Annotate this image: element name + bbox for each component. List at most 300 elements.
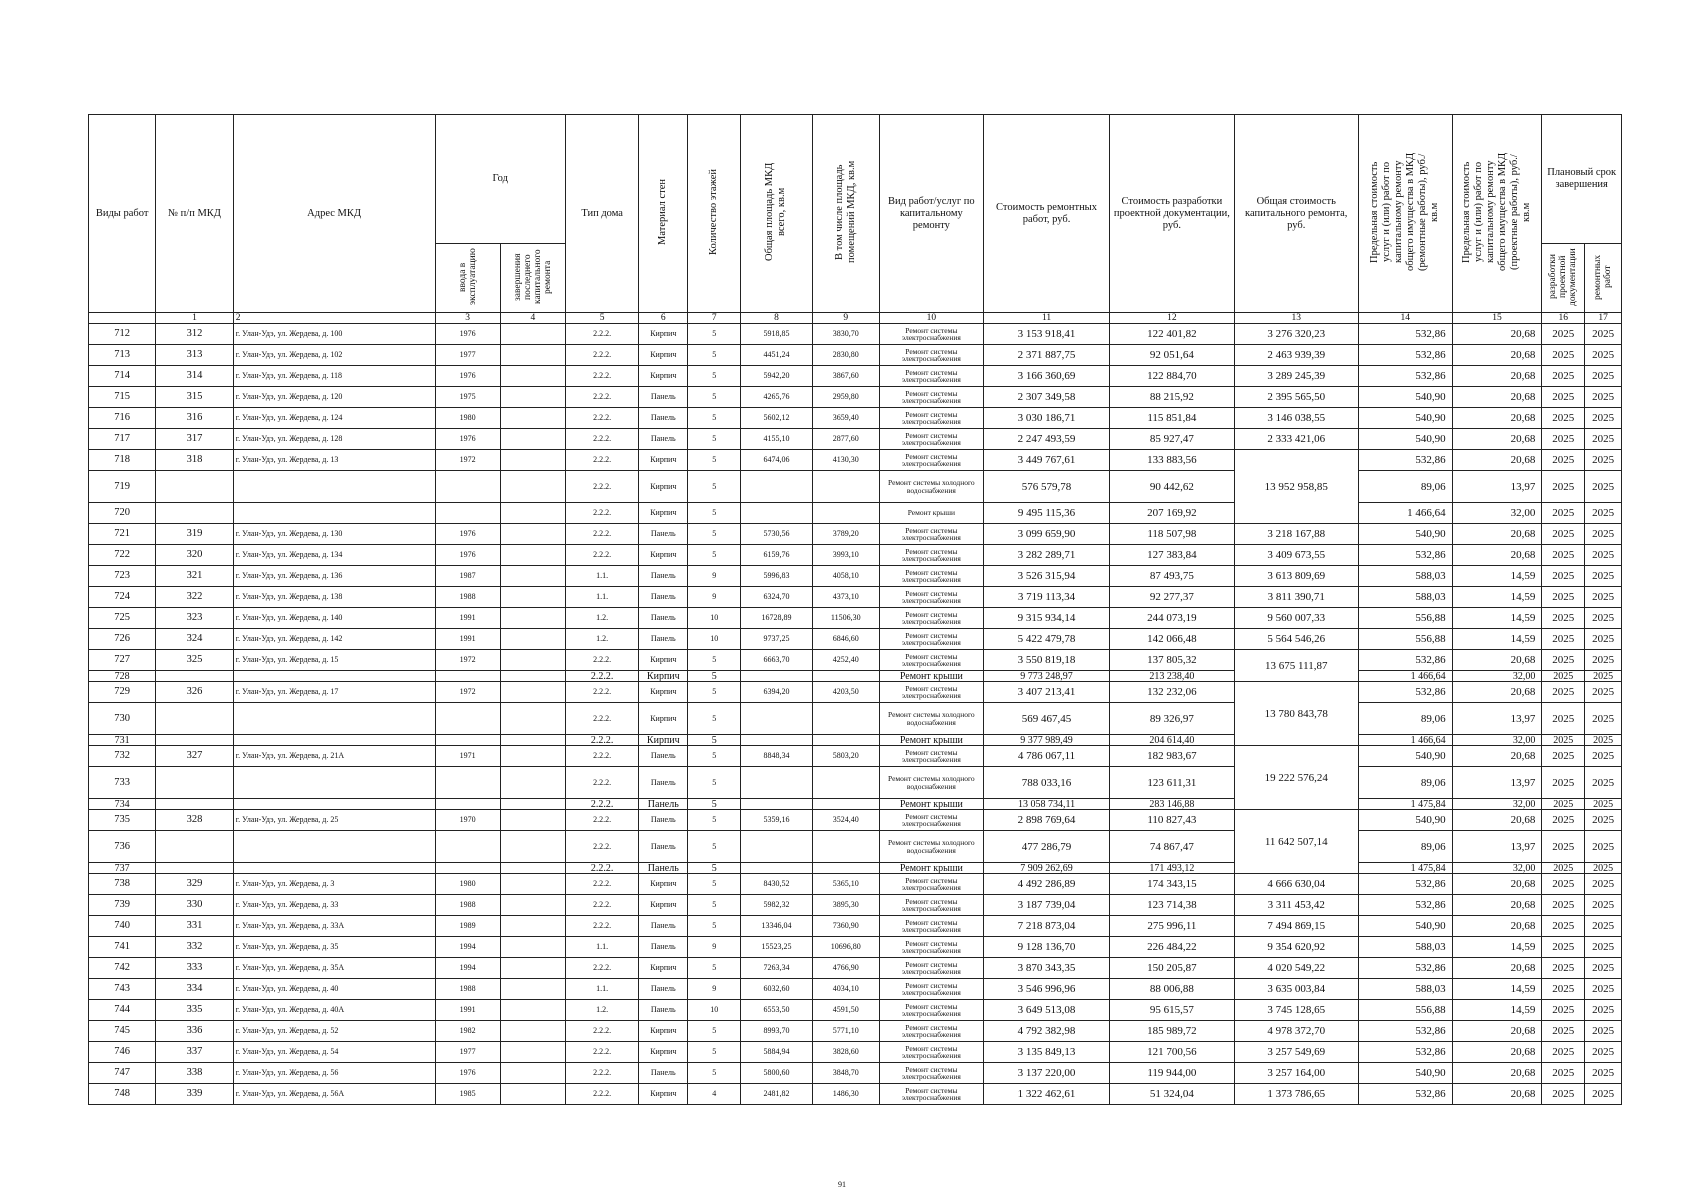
table-row	[89, 429, 1622, 450]
header-year-last-repair: завершения последнего капитального ремонта	[500, 244, 565, 313]
cell-term-repair: 2025	[1585, 524, 1622, 545]
cell-address: г. Улан-Удэ, ул. Жердева, д. 13	[233, 450, 435, 471]
cell-address: г. Улан-Удэ, ул. Жердева, д. 40	[233, 979, 435, 1000]
table-header	[89, 115, 1622, 324]
cell-term-repair: 2025	[1585, 1000, 1622, 1021]
cell-year-last-repair	[500, 958, 565, 979]
cell-work-number: 740	[89, 916, 156, 937]
cell-premises-area: 3828,60	[812, 1042, 879, 1063]
cell-mkd-number: 329	[156, 874, 233, 895]
cell-limit-design: 13,97	[1452, 831, 1542, 863]
cell-term-repair: 2025	[1585, 735, 1622, 746]
table-row	[89, 831, 1622, 863]
cell-wall-material: Кирпич	[639, 545, 688, 566]
cell-year-commission: 1972	[435, 450, 500, 471]
header-planned-term: Плановый срок завершения	[1542, 115, 1622, 244]
cell-work-kind: Ремонт системы электроснабжения	[879, 650, 983, 671]
header-total-cost: Общая стоимость капитального ремонта, руб.	[1234, 115, 1358, 313]
cell-address: г. Улан-Удэ, ул. Жердева, д. 102	[233, 345, 435, 366]
cell-term-design: 2025	[1542, 671, 1585, 682]
cell-year-commission: 1989	[435, 916, 500, 937]
cell-term-repair: 2025	[1585, 587, 1622, 608]
cell-work-kind: Ремонт системы электроснабжения	[879, 1063, 983, 1084]
cell-house-type: 1.1.	[565, 979, 638, 1000]
cell-limit-repair: 588,03	[1358, 937, 1452, 958]
cell-total-cost: 9 354 620,92	[1234, 937, 1358, 958]
cell-work-number: 726	[89, 629, 156, 650]
table-row	[89, 1084, 1622, 1105]
cell-year-commission: 1982	[435, 1021, 500, 1042]
cell-limit-repair: 540,90	[1358, 387, 1452, 408]
cell-term-design: 2025	[1542, 937, 1585, 958]
cell-address: г. Улан-Удэ, ул. Жердева, д. 17	[233, 682, 435, 703]
cell-premises-area: 3789,20	[812, 524, 879, 545]
cell-year-last-repair	[500, 587, 565, 608]
cell-mkd-number	[156, 863, 233, 874]
cell-design-cost: 85 927,47	[1110, 429, 1234, 450]
cell-term-repair: 2025	[1585, 1021, 1622, 1042]
table-row	[89, 703, 1622, 735]
cell-year-commission: 1972	[435, 650, 500, 671]
cell-mkd-number	[156, 671, 233, 682]
page-number: 91	[838, 1180, 846, 1189]
cell-floors: 5	[688, 810, 741, 831]
cell-total-cost: 3 409 673,55	[1234, 545, 1358, 566]
cell-wall-material: Кирпич	[639, 1084, 688, 1105]
header-term-repair: ремонтных работ	[1585, 244, 1622, 313]
cell-mkd-number: 334	[156, 979, 233, 1000]
cell-work-number: 715	[89, 387, 156, 408]
cell-term-repair: 2025	[1585, 916, 1622, 937]
cell-total-cost: 3 218 167,88	[1234, 524, 1358, 545]
cell-wall-material: Панель	[639, 863, 688, 874]
cell-total-area	[741, 799, 812, 810]
cell-work-kind: Ремонт системы электроснабжения	[879, 629, 983, 650]
cell-year-commission: 1976	[435, 429, 500, 450]
cell-design-cost: 244 073,19	[1110, 608, 1234, 629]
cell-limit-repair: 532,86	[1358, 682, 1452, 703]
cell-wall-material: Панель	[639, 387, 688, 408]
cell-limit-repair: 532,86	[1358, 958, 1452, 979]
cell-limit-design: 20,68	[1452, 366, 1542, 387]
cell-work-number: 736	[89, 831, 156, 863]
cell-term-repair: 2025	[1585, 629, 1622, 650]
cell-limit-design: 14,59	[1452, 1000, 1542, 1021]
cell-address	[233, 767, 435, 799]
cell-total-area: 4451,24	[741, 345, 812, 366]
cell-work-kind: Ремонт системы электроснабжения	[879, 1084, 983, 1105]
col-num: 13	[1234, 313, 1358, 324]
cell-work-kind: Ремонт системы электроснабжения	[879, 810, 983, 831]
cell-term-repair: 2025	[1585, 608, 1622, 629]
table-row	[89, 746, 1622, 767]
cell-total-area: 5730,56	[741, 524, 812, 545]
cell-house-type: 1.2.	[565, 1000, 638, 1021]
cell-work-kind: Ремонт системы электроснабжения	[879, 895, 983, 916]
cell-wall-material: Кирпич	[639, 1042, 688, 1063]
cell-work-number: 720	[89, 503, 156, 524]
cell-premises-area	[812, 671, 879, 682]
cell-floors: 5	[688, 735, 741, 746]
cell-wall-material: Кирпич	[639, 450, 688, 471]
cell-house-type: 2.2.2.	[565, 916, 638, 937]
cell-house-type: 2.2.2.	[565, 545, 638, 566]
cell-limit-design: 20,68	[1452, 545, 1542, 566]
cell-limit-design: 20,68	[1452, 1042, 1542, 1063]
cell-work-number: 748	[89, 1084, 156, 1105]
cell-address: г. Улан-Удэ, ул. Жердева, д. 56	[233, 1063, 435, 1084]
cell-mkd-number: 325	[156, 650, 233, 671]
cell-limit-repair: 89,06	[1358, 471, 1452, 503]
cell-year-last-repair	[500, 429, 565, 450]
cell-design-cost: 118 507,98	[1110, 524, 1234, 545]
cell-total-area: 8848,34	[741, 746, 812, 767]
cell-year-last-repair	[500, 874, 565, 895]
cell-limit-design: 20,68	[1452, 429, 1542, 450]
cell-year-commission: 1980	[435, 408, 500, 429]
cell-address: г. Улан-Удэ, ул. Жердева, д. 21А	[233, 746, 435, 767]
cell-limit-repair: 89,06	[1358, 831, 1452, 863]
cell-premises-area: 4058,10	[812, 566, 879, 587]
cell-floors: 5	[688, 429, 741, 450]
cell-term-repair: 2025	[1585, 874, 1622, 895]
cell-work-kind: Ремонт системы электроснабжения	[879, 1000, 983, 1021]
table-row	[89, 608, 1622, 629]
cell-floors: 5	[688, 345, 741, 366]
cell-limit-design: 14,59	[1452, 937, 1542, 958]
cell-year-commission: 1991	[435, 608, 500, 629]
cell-limit-design: 20,68	[1452, 345, 1542, 366]
cell-floors: 5	[688, 1063, 741, 1084]
cell-year-commission: 1980	[435, 874, 500, 895]
cell-repair-cost: 2 307 349,58	[983, 387, 1109, 408]
cell-repair-cost: 576 579,78	[983, 471, 1109, 503]
header-premises-area: В том числе площадь помещений МКД, кв.м	[812, 115, 879, 313]
cell-house-type: 2.2.2.	[565, 682, 638, 703]
cell-year-commission	[435, 799, 500, 810]
cell-premises-area	[812, 767, 879, 799]
cell-house-type: 2.2.2.	[565, 958, 638, 979]
cell-work-kind: Ремонт системы электроснабжения	[879, 958, 983, 979]
cell-house-type: 1.2.	[565, 629, 638, 650]
cell-total-area: 5982,32	[741, 895, 812, 916]
cell-wall-material: Панель	[639, 608, 688, 629]
cell-work-kind: Ремонт системы электроснабжения	[879, 874, 983, 895]
cell-total-cost: 19 222 576,24	[1234, 746, 1358, 810]
cell-repair-cost: 2 247 493,59	[983, 429, 1109, 450]
cell-house-type: 2.2.2.	[565, 1021, 638, 1042]
cell-design-cost: 171 493,12	[1110, 863, 1234, 874]
cell-year-commission	[435, 831, 500, 863]
cell-work-kind: Ремонт системы электроснабжения	[879, 1042, 983, 1063]
cell-limit-repair: 588,03	[1358, 566, 1452, 587]
cell-work-kind: Ремонт системы электроснабжения	[879, 979, 983, 1000]
cell-wall-material: Панель	[639, 524, 688, 545]
cell-term-design: 2025	[1542, 1000, 1585, 1021]
cell-limit-design: 13,97	[1452, 767, 1542, 799]
cell-year-commission: 1971	[435, 746, 500, 767]
cell-repair-cost: 4 792 382,98	[983, 1021, 1109, 1042]
cell-year-commission: 1972	[435, 682, 500, 703]
cell-address	[233, 671, 435, 682]
cell-work-number: 724	[89, 587, 156, 608]
cell-limit-repair: 1 466,64	[1358, 503, 1452, 524]
cell-work-number: 742	[89, 958, 156, 979]
cell-total-cost: 4 978 372,70	[1234, 1021, 1358, 1042]
cell-address	[233, 703, 435, 735]
cell-repair-cost: 3 137 220,00	[983, 1063, 1109, 1084]
cell-year-last-repair	[500, 366, 565, 387]
cell-term-repair: 2025	[1585, 979, 1622, 1000]
cell-wall-material: Панель	[639, 799, 688, 810]
cell-repair-cost: 3 282 289,71	[983, 545, 1109, 566]
cell-work-number: 712	[89, 324, 156, 345]
cell-address: г. Улан-Удэ, ул. Жердева, д. 52	[233, 1021, 435, 1042]
cell-house-type: 2.2.2.	[565, 1063, 638, 1084]
cell-mkd-number	[156, 503, 233, 524]
cell-house-type: 2.2.2.	[565, 366, 638, 387]
cell-address: г. Улан-Удэ, ул. Жердева, д. 3	[233, 874, 435, 895]
cell-limit-repair: 588,03	[1358, 587, 1452, 608]
cell-work-kind: Ремонт системы электроснабжения	[879, 429, 983, 450]
cell-address: г. Улан-Удэ, ул. Жердева, д. 118	[233, 366, 435, 387]
cell-floors: 5	[688, 324, 741, 345]
cell-term-design: 2025	[1542, 874, 1585, 895]
cell-limit-design: 20,68	[1452, 916, 1542, 937]
cell-year-last-repair	[500, 608, 565, 629]
cell-term-design: 2025	[1542, 387, 1585, 408]
cell-limit-repair: 1 475,84	[1358, 799, 1452, 810]
cell-limit-repair: 556,88	[1358, 608, 1452, 629]
cell-house-type: 2.2.2.	[565, 735, 638, 746]
table-row	[89, 587, 1622, 608]
cell-wall-material: Панель	[639, 1000, 688, 1021]
cell-limit-design: 20,68	[1452, 524, 1542, 545]
cell-repair-cost: 2 371 887,75	[983, 345, 1109, 366]
cell-total-cost: 13 952 958,85	[1234, 450, 1358, 524]
cell-year-commission	[435, 471, 500, 503]
cell-repair-cost: 7 909 262,69	[983, 863, 1109, 874]
cell-total-area: 5800,60	[741, 1063, 812, 1084]
cell-house-type: 2.2.2.	[565, 387, 638, 408]
cell-repair-cost: 9 377 989,49	[983, 735, 1109, 746]
cell-limit-design: 32,00	[1452, 735, 1542, 746]
table-row	[89, 671, 1622, 682]
cell-work-kind: Ремонт крыши	[879, 503, 983, 524]
header-work-kind: Вид работ/услуг по капитальному ремонту	[879, 115, 983, 313]
cell-total-cost: 3 811 390,71	[1234, 587, 1358, 608]
cell-limit-repair: 1 475,84	[1358, 863, 1452, 874]
cell-address: г. Улан-Удэ, ул. Жердева, д. 130	[233, 524, 435, 545]
cell-year-commission: 1976	[435, 1063, 500, 1084]
cell-total-cost: 1 373 786,65	[1234, 1084, 1358, 1105]
cell-repair-cost: 3 407 213,41	[983, 682, 1109, 703]
cell-repair-cost: 3 870 343,35	[983, 958, 1109, 979]
cell-work-kind: Ремонт системы электроснабжения	[879, 545, 983, 566]
cell-term-repair: 2025	[1585, 671, 1622, 682]
cell-year-last-repair	[500, 671, 565, 682]
cell-design-cost: 226 484,22	[1110, 937, 1234, 958]
cell-year-commission	[435, 671, 500, 682]
header-term-design: разработки проектной документации	[1542, 244, 1585, 313]
cell-floors: 5	[688, 471, 741, 503]
cell-term-design: 2025	[1542, 767, 1585, 799]
cell-work-number: 745	[89, 1021, 156, 1042]
cell-term-design: 2025	[1542, 979, 1585, 1000]
cell-floors: 5	[688, 767, 741, 799]
cell-house-type: 2.2.2.	[565, 345, 638, 366]
cell-year-commission	[435, 503, 500, 524]
cell-limit-repair: 556,88	[1358, 1000, 1452, 1021]
cell-year-commission: 1988	[435, 587, 500, 608]
cell-limit-design: 20,68	[1452, 682, 1542, 703]
cell-total-area	[741, 863, 812, 874]
cell-total-area: 4265,76	[741, 387, 812, 408]
cell-limit-repair: 532,86	[1358, 450, 1452, 471]
cell-work-number: 722	[89, 545, 156, 566]
col-num: 16	[1542, 313, 1585, 324]
cell-repair-cost: 2 898 769,64	[983, 810, 1109, 831]
cell-address: г. Улан-Удэ, ул. Жердева, д. 56А	[233, 1084, 435, 1105]
cell-total-area: 13346,04	[741, 916, 812, 937]
cell-design-cost: 150 205,87	[1110, 958, 1234, 979]
cell-total-cost: 2 333 421,06	[1234, 429, 1358, 450]
cell-design-cost: 121 700,56	[1110, 1042, 1234, 1063]
table-row	[89, 566, 1622, 587]
cell-total-cost: 13 780 843,78	[1234, 682, 1358, 746]
cell-work-number: 735	[89, 810, 156, 831]
cell-house-type: 1.1.	[565, 566, 638, 587]
cell-address: г. Улан-Удэ, ул. Жердева, д. 128	[233, 429, 435, 450]
cell-total-cost: 3 635 003,84	[1234, 979, 1358, 1000]
cell-work-number: 734	[89, 799, 156, 810]
cell-year-last-repair	[500, 408, 565, 429]
cell-work-number: 743	[89, 979, 156, 1000]
cell-term-design: 2025	[1542, 746, 1585, 767]
cell-term-repair: 2025	[1585, 746, 1622, 767]
cell-work-kind: Ремонт крыши	[879, 799, 983, 810]
cell-repair-cost: 788 033,16	[983, 767, 1109, 799]
cell-limit-repair: 1 466,64	[1358, 735, 1452, 746]
cell-mkd-number: 320	[156, 545, 233, 566]
cell-repair-cost: 3 719 113,34	[983, 587, 1109, 608]
cell-total-area: 16728,89	[741, 608, 812, 629]
cell-wall-material: Панель	[639, 831, 688, 863]
cell-floors: 5	[688, 682, 741, 703]
cell-limit-design: 20,68	[1452, 408, 1542, 429]
cell-mkd-number: 316	[156, 408, 233, 429]
table-row	[89, 503, 1622, 524]
cell-work-number: 732	[89, 746, 156, 767]
cell-premises-area: 4203,50	[812, 682, 879, 703]
cell-work-number: 737	[89, 863, 156, 874]
header-year: Год	[435, 115, 565, 244]
cell-year-last-repair	[500, 1084, 565, 1105]
cell-limit-design: 20,68	[1452, 810, 1542, 831]
cell-total-area: 5602,12	[741, 408, 812, 429]
cell-year-commission: 1991	[435, 1000, 500, 1021]
cell-term-repair: 2025	[1585, 387, 1622, 408]
cell-address: г. Улан-Удэ, ул. Жердева, д. 142	[233, 629, 435, 650]
cell-term-design: 2025	[1542, 450, 1585, 471]
cell-year-last-repair	[500, 629, 565, 650]
cell-premises-area: 10696,80	[812, 937, 879, 958]
table-row	[89, 545, 1622, 566]
cell-limit-design: 20,68	[1452, 1084, 1542, 1105]
cell-total-area	[741, 503, 812, 524]
cell-year-last-repair	[500, 1021, 565, 1042]
cell-work-number: 718	[89, 450, 156, 471]
cell-work-number: 747	[89, 1063, 156, 1084]
cell-floors: 5	[688, 387, 741, 408]
cell-mkd-number: 315	[156, 387, 233, 408]
cell-total-cost: 4 020 549,22	[1234, 958, 1358, 979]
cell-house-type: 2.2.2.	[565, 650, 638, 671]
cell-total-area	[741, 671, 812, 682]
cell-premises-area	[812, 799, 879, 810]
cell-mkd-number: 319	[156, 524, 233, 545]
cell-limit-design: 20,68	[1452, 387, 1542, 408]
cell-work-kind: Ремонт крыши	[879, 735, 983, 746]
cell-total-area: 15523,25	[741, 937, 812, 958]
cell-term-repair: 2025	[1585, 408, 1622, 429]
cell-address: г. Улан-Удэ, ул. Жердева, д. 134	[233, 545, 435, 566]
header-column-numbers	[89, 313, 1622, 324]
cell-year-commission: 1991	[435, 629, 500, 650]
cell-total-cost: 3 257 549,69	[1234, 1042, 1358, 1063]
cell-wall-material: Кирпич	[639, 735, 688, 746]
cell-wall-material: Кирпич	[639, 874, 688, 895]
cell-work-kind: Ремонт системы холодного водоснабжения	[879, 471, 983, 503]
cell-wall-material: Панель	[639, 810, 688, 831]
cell-work-kind: Ремонт системы электроснабжения	[879, 324, 983, 345]
cell-house-type: 2.2.2.	[565, 799, 638, 810]
cell-premises-area: 4130,30	[812, 450, 879, 471]
cell-floors: 10	[688, 629, 741, 650]
cell-year-last-repair	[500, 387, 565, 408]
cell-mkd-number: 328	[156, 810, 233, 831]
cell-premises-area: 3830,70	[812, 324, 879, 345]
cell-floors: 9	[688, 566, 741, 587]
cell-work-kind: Ремонт системы электроснабжения	[879, 524, 983, 545]
cell-year-commission	[435, 767, 500, 799]
cell-mkd-number: 330	[156, 895, 233, 916]
cell-repair-cost: 3 135 849,13	[983, 1042, 1109, 1063]
cell-design-cost: 92 277,37	[1110, 587, 1234, 608]
col-num: 6	[639, 313, 688, 324]
cell-design-cost: 174 343,15	[1110, 874, 1234, 895]
cell-mkd-number: 336	[156, 1021, 233, 1042]
cell-floors: 5	[688, 799, 741, 810]
cell-design-cost: 122 884,70	[1110, 366, 1234, 387]
header-address: Адрес МКД	[233, 115, 435, 313]
cell-term-design: 2025	[1542, 1063, 1585, 1084]
cell-mkd-number: 318	[156, 450, 233, 471]
cell-house-type: 2.2.2.	[565, 408, 638, 429]
cell-work-number: 729	[89, 682, 156, 703]
cell-address: г. Улан-Удэ, ул. Жердева, д. 138	[233, 587, 435, 608]
cell-limit-design: 14,59	[1452, 587, 1542, 608]
cell-year-last-repair	[500, 1042, 565, 1063]
col-num: 14	[1358, 313, 1452, 324]
col-num: 8	[741, 313, 812, 324]
cell-total-area: 8993,70	[741, 1021, 812, 1042]
table-row	[89, 735, 1622, 746]
cell-term-design: 2025	[1542, 429, 1585, 450]
cell-mkd-number	[156, 831, 233, 863]
cell-term-design: 2025	[1542, 895, 1585, 916]
cell-floors: 5	[688, 545, 741, 566]
